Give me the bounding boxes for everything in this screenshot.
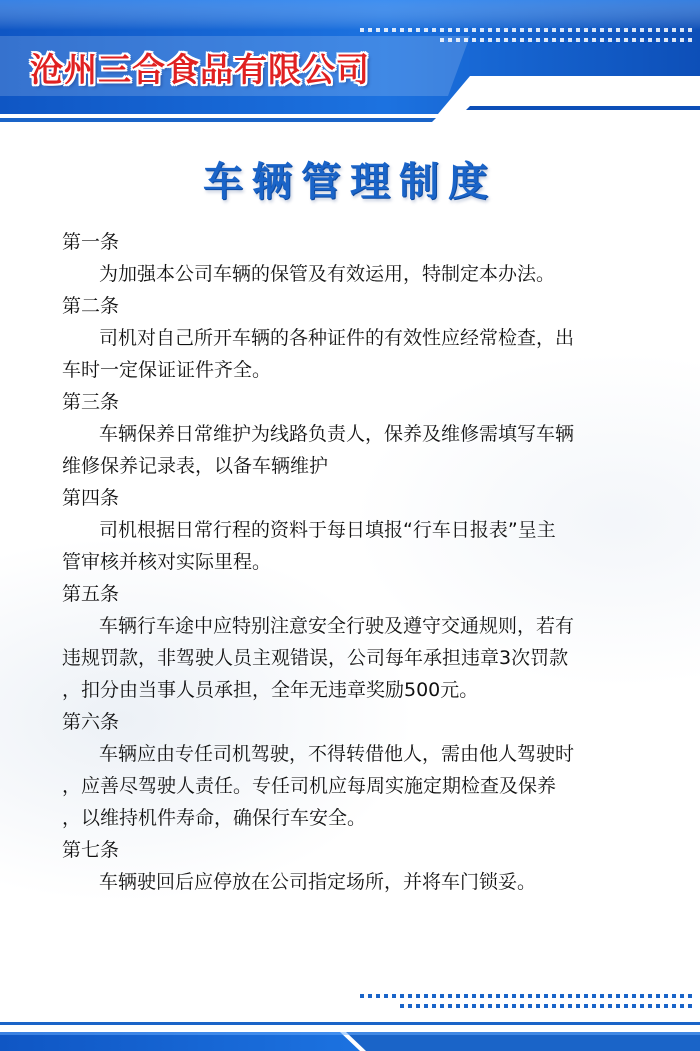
article-heading: 第三条	[62, 391, 120, 413]
article-line: 管审核并核对实际里程。	[62, 551, 272, 573]
article-heading: 第一条	[62, 231, 120, 253]
article-line: 车辆驶回后应停放在公司指定场所，并将车门锁妥。	[99, 871, 537, 893]
company-name: 沧州三合食品有限公司	[30, 50, 370, 89]
article-line: 维修保养记录表，以备车辆维护	[62, 455, 329, 477]
article-line: 车时一定保证证件齐全。	[62, 359, 272, 381]
article-heading: 第五条	[62, 583, 120, 605]
article-line: 车辆应由专任司机驾驶，不得转借他人，需由他人驾驶时	[99, 743, 575, 765]
article-body	[62, 418, 662, 482]
article-body	[62, 258, 662, 290]
article	[62, 290, 662, 386]
document-title: 车辆管理制度	[203, 159, 497, 205]
article	[62, 226, 662, 290]
article	[62, 482, 662, 578]
article-line: 司机对自己所开车辆的各种证件的有效性应经常检查，出	[99, 327, 575, 349]
article-heading: 第六条	[62, 711, 120, 733]
article-heading: 第四条	[62, 487, 120, 509]
article-line: 司机根据日常行程的资料于每日填报“行车日报表”呈主	[99, 519, 556, 541]
article-heading: 第七条	[62, 839, 120, 861]
article-line: ，扣分由当事人员承担，全年无违章奖励500元。	[62, 679, 479, 701]
article-body	[62, 738, 662, 834]
article	[62, 706, 662, 834]
footer-decoration	[0, 980, 700, 1051]
article-line: 车辆行车途中应特别注意安全行驶及遵守交通规则，若有	[99, 615, 575, 637]
article-line: 车辆保养日常维护为线路负责人，保养及维修需填写车辆	[99, 423, 575, 445]
article	[62, 578, 662, 706]
article-body	[62, 322, 662, 386]
article-line: 为加强本公司车辆的保管及有效运用，特制定本办法。	[99, 263, 556, 285]
article-line: ，应善尽驾驶人责任。专任司机应每周实施定期检查及保养	[62, 775, 557, 797]
article-list	[62, 226, 662, 898]
article-line: ，以维持机件寿命，确保行车安全。	[62, 807, 367, 829]
article-heading: 第二条	[62, 295, 120, 317]
article-body	[62, 866, 662, 898]
article-body	[62, 514, 662, 578]
article	[62, 834, 662, 898]
article-body	[62, 610, 662, 706]
article	[62, 386, 662, 482]
article-line: 违规罚款，非驾驶人员主观错误，公司每年承担违章3次罚款	[62, 647, 569, 669]
